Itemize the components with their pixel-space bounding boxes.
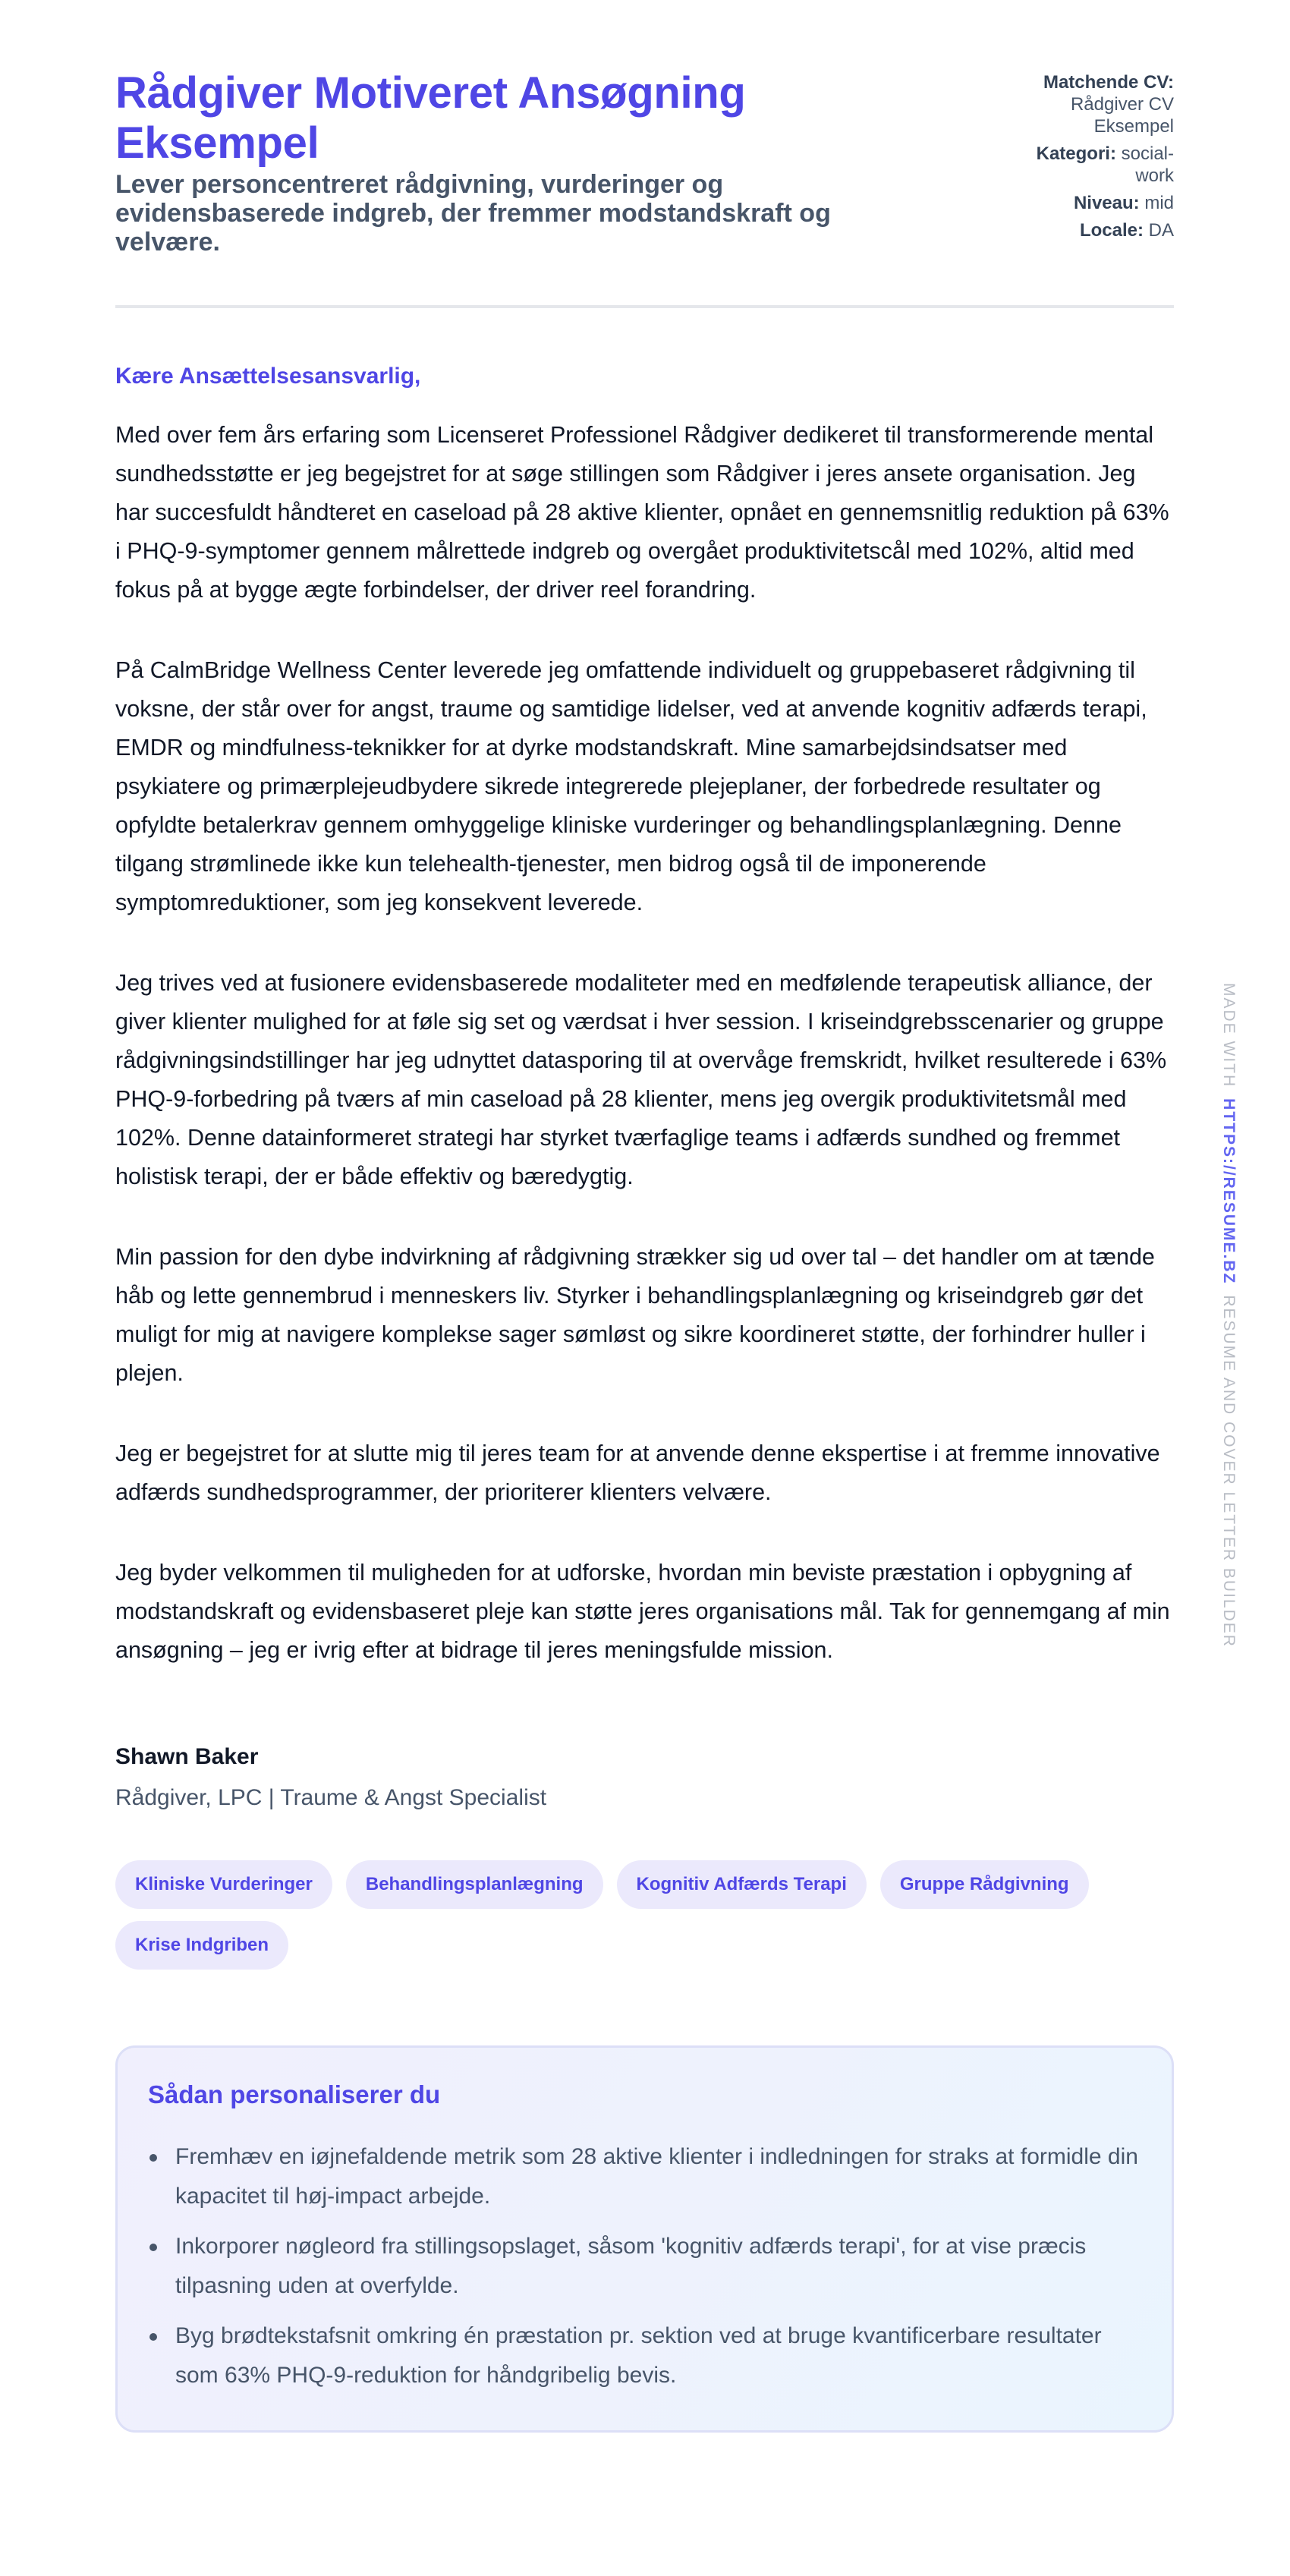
tip-item: [148, 2137, 1140, 2216]
cover-letter-page: [115, 0, 1174, 2433]
tip-item: [148, 2316, 1140, 2395]
signature-name: Shawn Baker: [115, 1744, 259, 1769]
letter-paragraph: Jeg byder velkommen til muligheden for at udforske, hvordan min beviste præstation i opbygning af modstandskraft og evidensbaseret pleje kan støtte jeres organisations mål. Tak for gennemgang af min ansøgning – jeg er ivrig efter at bidrage til jeres meningsfulde mission.: [115, 1560, 1170, 1663]
tip-item: [148, 2227, 1140, 2306]
skill-tag: Kliniske Vurderinger: [115, 1860, 332, 1909]
skill-tag: Gruppe Rådgivning: [880, 1860, 1089, 1909]
skill-tag: Kognitiv Adfærds Terapi: [617, 1860, 867, 1909]
meta-locale: [999, 219, 1174, 241]
skill-tags: [115, 1860, 1174, 1970]
meta-level-label: Niveau:: [1073, 193, 1140, 213]
meta-level-value: mid: [1144, 193, 1174, 213]
meta-category-value: social-work: [1121, 143, 1174, 186]
page-header: [115, 0, 1174, 308]
meta-category: [999, 143, 1174, 187]
letter-paragraph: Min passion for den dybe indvirkning af rådgivning strækker sig ud over tal – det handler om at tænde håb og lette gennembrud i menneskers liv. Styrker i behandlingsplanlægning og kriseindgreb gør det muligt for mig at navigere komplekse sager sømløst og sikre koordineret støtte, der forhindrer huller i plejen.: [115, 1244, 1155, 1386]
meta-category-label: Kategori:: [1036, 143, 1116, 164]
letter-greeting: Kære Ansættelsesansvarlig,: [115, 364, 421, 389]
skill-tag: Behandlingsplanlægning: [346, 1860, 603, 1909]
meta-matching-cv-label: Matchende CV:: [1043, 72, 1174, 93]
tip-text: Inkorporer nøgleord fra stillingsopslaget, såsom 'kognitiv adfærds terapi', for at vise præcis tilpasning uden at overfylde.: [175, 2234, 1087, 2298]
letter-paragraph: Jeg trives ved at fusionere evidensbaserede modaliteter med en medfølende terapeutisk alliance, der giver klienter mulighed for at føle sig set og værdsat i hver session. I kriseindgrebsscenarier og gruppe rådgivningsindstillinger har jeg udnyttet datasporing til at overvåge fremskridt, hvilket resulterede i 63% PHQ-9-forbedring på tværs af min caseload på 28 klienter, mens jeg overgik produktivitetsmål med 102%. Denne datainformeret strategi har styrket tværfaglige teams i adfærds sundhed og fremmet holistisk terapi, der er både effektiv og bæredygtig.: [115, 970, 1167, 1189]
skill-tag: Krise Indgriben: [115, 1921, 288, 1970]
letter-paragraph: Med over fem års erfaring som Licenseret Professionel Rådgiver dedikeret til transformerende mental sundhedsstøtte er jeg begejstret for at søge stillingen som Rådgiver i jeres ansete organisation. Jeg har succesfuldt håndteret en caseload på 28 aktive klienter, opnået en gennemsnitlig reduktion på 63% i PHQ-9-symptomer gennem målrettede indgreb og overgået produktivitetscål med 102%, altid med fokus på at bygge ægte forbindelser, der driver reel forandring.: [115, 422, 1169, 603]
bullet-icon: [149, 2244, 157, 2251]
letter-paragraph: På CalmBridge Wellness Center leverede jeg omfattende individuelt og gruppebaseret rådgivning til voksne, der står over for angst, traume og samtidige lidelser, ved at anvende kognitiv adfærds terapi, EMDR og mindfulness-teknikker for at dyrke modstandskraft. Mine samarbejdsindsatser med psykiatere og primærplejeudbydere sikrede integrerede plejeplaner, der forbedrede resultater og opfyldte betalerkrav gennem omhyggelige kliniske vurderinger og behandlingsplanlægning. Denne tilgang strømlinede ikke kun telehealth-tjenester, men bidrog også til de imponerende symptomreduktioner, som jeg konsekvent leverede.: [115, 657, 1147, 915]
signature-block: [115, 1742, 1174, 1813]
side-credit-text: [1217, 983, 1240, 1648]
side-credit-suffix: RESUME AND COVER LETTER BUILDER: [1220, 1295, 1238, 1648]
meta-matching-cv: [999, 71, 1174, 137]
page-title: Rådgiver Motiveret Ansøgning Eksempel: [115, 68, 746, 168]
meta-locale-value: DA: [1148, 220, 1174, 241]
page-subtitle: Lever personcentreret rådgivning, vurderinger og evidensbaserede indgreb, der fremmer modstandskraft og velvære.: [115, 170, 831, 257]
personalization-tips-box: [115, 2045, 1174, 2433]
meta-panel: [999, 71, 1174, 247]
signature-title: Rådgiver, LPC | Traume & Angst Specialist: [115, 1785, 547, 1810]
tip-text: Fremhæv en iøjnefaldende metrik som 28 aktive klienter i indledningen for straks at formidle din kapacitet til høj-impact arbejde.: [175, 2144, 1138, 2209]
side-credit-link[interactable]: HTTPS://RESUME.BZ: [1220, 1098, 1238, 1285]
tips-list: [148, 2137, 1140, 2395]
letter-paragraph: Jeg er begejstret for at slutte mig til jeres team for at anvende denne ekspertise i at fremme innovative adfærds sundhedsprogrammer, der prioriterer klienters velvære.: [115, 1441, 1160, 1505]
meta-locale-label: Locale:: [1079, 220, 1144, 241]
meta-matching-cv-value: Rådgiver CV Eksempel: [1070, 94, 1174, 137]
tips-title: Sådan personaliserer du: [148, 2080, 441, 2108]
meta-level: [999, 192, 1174, 214]
side-credit: [1217, 983, 1248, 1648]
letter-body: [115, 416, 1174, 1670]
side-credit-prefix: MADE WITH: [1220, 983, 1238, 1088]
bullet-icon: [149, 2333, 157, 2341]
tip-text: Byg brødtekstafsnit omkring én præstation pr. sektion ved at bruge kvantificerbare resultater som 63% PHQ-9-reduktion for håndgribelig bevis.: [175, 2323, 1102, 2388]
bullet-icon: [149, 2154, 157, 2162]
